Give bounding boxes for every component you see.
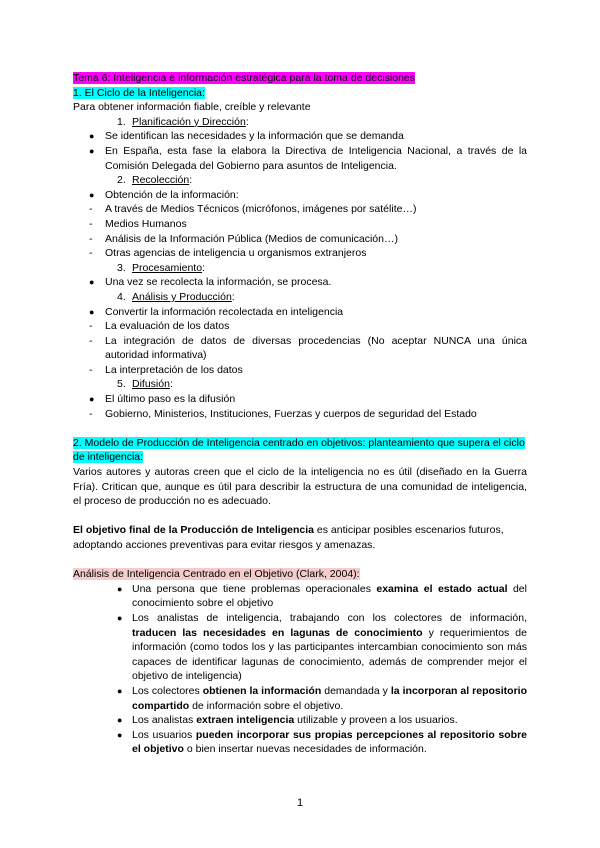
bullet-item: ● Los analistas de inteligencia, trabajando con los colectores de información, traducen las necesidades en lagunas de conocimiento y requerimientos de información (como todos los y las participantes intercambian conocimiento son más capaces de identificar lagunas de conocimiento, además de comprender mejor el objetivo de inteligencia)	[117, 611, 527, 683]
list-item-planificacion: 1. Planificación y Dirección:	[117, 115, 249, 128]
bullet-icon: ●	[117, 715, 123, 726]
dash-item: - La evaluación de los datos	[89, 320, 230, 333]
dash-item: - Gobierno, Ministerios, Instituciones, Fuerzas y cuerpos de seguridad del Estado	[89, 407, 477, 420]
bullet-item: ● El último paso es la difusión	[89, 393, 236, 406]
bullet-item: ● Los analistas extraen inteligencia utilizable y proveen a los usuarios.	[117, 714, 458, 727]
dash-icon: -	[89, 407, 93, 420]
list-item-difusion: 5. Difusión:	[117, 378, 173, 391]
dash-icon: -	[89, 334, 93, 347]
dash-item: - La interpretación de los datos	[89, 363, 243, 376]
dash-icon: -	[89, 320, 93, 333]
section-2-paragraph: Varios autores y autoras creen que el ciclo de la inteligencia no es útil (diseñado en la Guerra Fría). Critican que, aunque es útil para describir la estructura de una comunidad de inteligencia, el proceso de producción no es adecuado.	[73, 466, 527, 508]
bullet-item: ● Los colectores obtienen la información demandada y la incorporan al repositorio compartido de información sobre el objetivo.	[117, 684, 527, 712]
dash-icon: -	[89, 363, 93, 376]
bullet-icon: ●	[89, 277, 95, 288]
dash-icon: -	[89, 247, 93, 260]
dash-item: - Otras agencias de inteligencia u organismos extranjeros	[89, 247, 367, 260]
dash-item: - Análisis de la Información Pública (Medios de comunicación…)	[89, 232, 398, 245]
bullet-item: ● Una persona que tiene problemas operacionales examina el estado actual del conocimiento sobre el objetivo	[117, 582, 527, 610]
document-body	[73, 71, 527, 757]
page-number: 1	[296, 797, 304, 809]
dash-icon: -	[89, 232, 93, 245]
bullet-icon: ●	[89, 145, 95, 156]
bullet-icon: ●	[89, 394, 95, 405]
bullet-icon: ●	[89, 306, 95, 317]
dash-icon: -	[89, 203, 93, 216]
bullet-icon: ●	[117, 685, 123, 696]
bullet-item: ● Se identifican las necesidades y la información que se demanda	[89, 130, 404, 143]
bullet-item: ● Los usuarios pueden incorporar sus propias percepciones al repositorio sobre el objetivo o bien insertar nuevas necesidades de información.	[117, 728, 527, 756]
section-2-heading: 2. Modelo de Producción de Inteligencia centrado en objetivos: planteamiento que supera el ciclo de inteligencia:	[73, 436, 525, 464]
dash-item: - A través de Medios Técnicos (micrófonos, imágenes por satélite…)	[89, 203, 417, 216]
bullet-icon: ●	[89, 131, 95, 142]
bullet-icon: ●	[89, 189, 95, 200]
dash-item: - Medios Humanos	[89, 217, 187, 230]
section-2-objective: El objetivo final de la Producción de Inteligencia es anticipar posibles escenarios futuros, adoptando acciones preventivas para evitar riesgos y amenazas.	[73, 524, 504, 551]
bullet-icon: ●	[117, 583, 123, 594]
list-item-analisis: 4. Análisis y Producción:	[117, 290, 235, 303]
section-3-heading: Análisis de Inteligencia Centrado en el Objetivo (Clark, 2004):	[73, 568, 360, 581]
list-item-recoleccion: 2. Recolección:	[117, 174, 193, 187]
bullet-icon: ●	[117, 729, 123, 740]
dash-icon: -	[89, 217, 93, 230]
section-1-intro: Para obtener información fiable, creíble y relevante	[73, 101, 311, 114]
bullet-item: ● Obtención de la información:	[89, 188, 239, 201]
bullet-icon: ●	[117, 612, 123, 623]
bullet-item: ● En España, esta fase la elabora la Directiva de Inteligencia Nacional, a través de la Comisión Delegada del Gobierno para asuntos de Inteligencia.	[89, 144, 527, 172]
section-1-heading: 1. El Ciclo de la Inteligencia:	[73, 86, 205, 99]
bullet-item: ● Una vez se recolecta la información, se procesa.	[89, 276, 332, 289]
document-title: Tema 6: Inteligencia e información estratégica para la toma de decisiones	[73, 72, 416, 84]
dash-item: - La integración de datos de diversas procedencias (No aceptar NUNCA una única autoridad informativa)	[89, 334, 527, 362]
list-item-procesamiento: 3. Procesamiento:	[117, 261, 205, 274]
bullet-item: ● Convertir la información recolectada en inteligencia	[89, 305, 344, 318]
